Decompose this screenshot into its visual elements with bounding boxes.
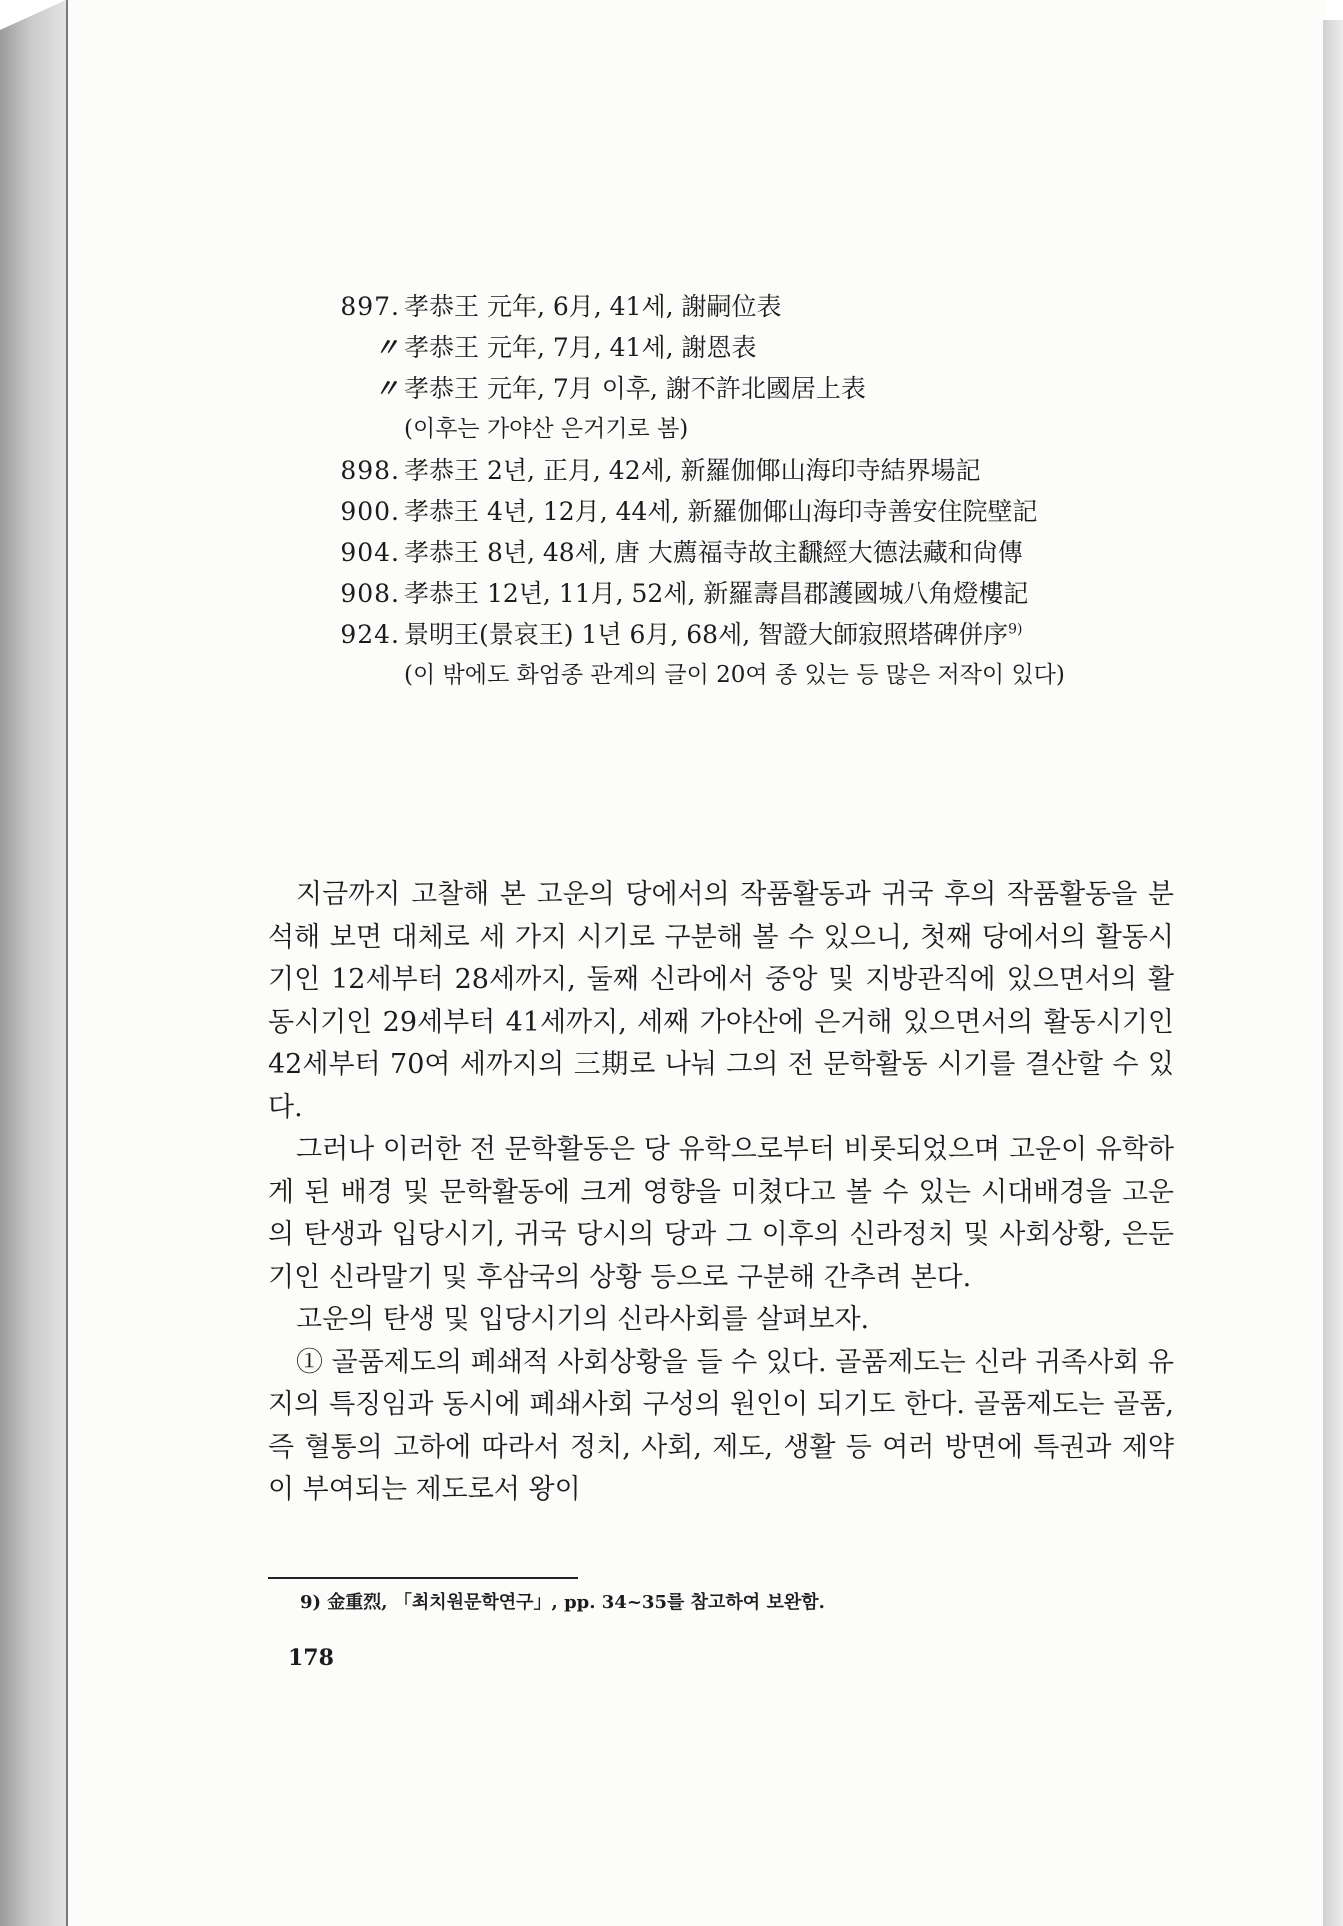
page-corner [0,0,66,30]
work-entry [318,491,1178,532]
work-text: 孝恭王 元年, 6月, 41세, 謝嗣位表 [404,292,782,321]
footnote: 9) 金重烈, 「최치원문학연구」, pp. 34~35를 참고하여 보완함. [300,1592,825,1613]
work-year: 898. [340,456,400,485]
footnote-divider [268,1577,578,1579]
work-entry [318,327,1178,368]
body-text [268,874,1174,1512]
page-right-edge [1323,20,1343,1926]
work-entry [318,450,1178,491]
work-entry [318,286,1178,327]
work-entry [318,368,1178,450]
work-text: 孝恭王 12년, 11月, 52세, 新羅壽昌郡護國城八角燈樓記 [404,579,1029,608]
work-entry [318,573,1178,614]
footnote-marker: 9) [1008,621,1023,638]
work-year: 908. [340,579,400,608]
work-text-main: 景明王(景哀王) 1년 6月, 68세, 智證大師寂照塔碑併序 [404,620,1009,649]
work-text: 孝恭王 元年, 7月 이후, 謝不許北國居上表 [404,374,866,403]
work-year-ditto: 〃 [373,374,400,403]
work-year: 897. [340,292,400,321]
works-chronology-list [318,286,1178,696]
work-note: (이 밖에도 화엄종 관계의 글이 20여 종 있는 등 많은 저작이 있다) [404,662,1065,688]
work-text: 孝恭王 4년, 12月, 44세, 新羅伽倻山海印寺善安住院壁記 [404,497,1038,526]
work-text: 孝恭王 元年, 7月, 41세, 謝恩表 [404,333,757,362]
paragraph: 지금까지 고찰해 본 고운의 당에서의 작품활동과 귀국 후의 작품활동을 분석해 보면 대체로 세 가지 시기로 구분해 볼 수 있으니, 첫째 당에서의 활동시기인 12세부터 28세까지, 둘째 신라에서 중앙 및 지방관직에 있으면서의 활동시기인 29세부터 41세까지, 세째 가야산에 은거해 있으면서의 활동시기인 42세부터 70여 세까지의 三期로 나눠 그의 전 문학활동 시기를 결산할 수 있다. [268,879,1174,1123]
work-entry [318,532,1178,573]
work-note: (이후는 가야산 은거기로 봄) [404,416,689,442]
work-text [404,614,1178,655]
book-spine-edge [0,0,66,1926]
paragraph: ① 골품제도의 폐쇄적 사회상황을 들 수 있다. 골품제도는 신라 귀족사회 유지의 특징임과 동시에 폐쇄사회 구성의 원인이 되기도 한다. 골품제도는 골품, 즉 혈통의 고하에 따라서 정치, 사회, 제도, 생활 등 여러 방면에 특권과 제약이 부여되는 제도로서 왕이 [268,1346,1174,1505]
work-year: 900. [340,497,400,526]
work-entry [318,614,1178,696]
work-year: 924. [340,620,400,649]
work-text: 孝恭王 2년, 正月, 42세, 新羅伽倻山海印寺結界場記 [404,456,981,485]
work-year: 904. [340,538,400,567]
paragraph: 고운의 탄생 및 입당시기의 신라사회를 살펴보자. [296,1304,870,1335]
page-number: 178 [288,1645,334,1671]
work-year-ditto: 〃 [373,333,400,362]
paragraph: 그러나 이러한 전 문학활동은 당 유학으로부터 비롯되었으며 고운이 유학하게 된 배경 및 문학활동에 크게 영향을 미쳤다고 볼 수 있는 시대배경을 고운의 탄생과 입당시기, 귀국 당시의 당과 그 이후의 신라정치 및 사회상황, 은둔기인 신라말기 및 후삼국의 상황 등으로 구분해 간추려 본다. [268,1134,1174,1293]
work-text: 孝恭王 8년, 48세, 唐 大薦福寺故主飜經大德法藏和尙傳 [404,538,1023,567]
